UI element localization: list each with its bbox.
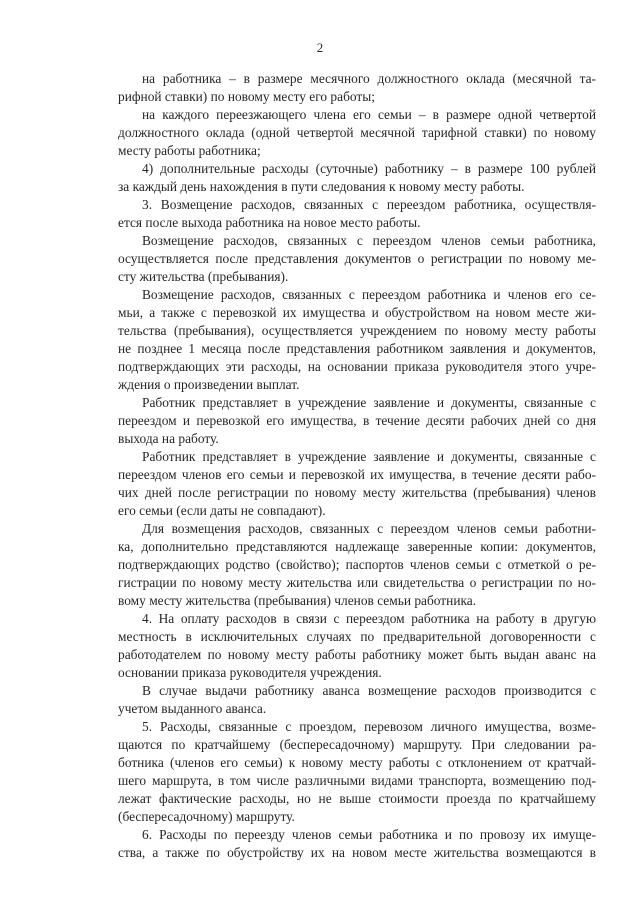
text-line: ждения о произведении выплат. xyxy=(118,377,300,392)
text-line: 4) дополнительные расходы (суточные) работнику – в размере 100 рублей xyxy=(142,161,596,176)
text-line: чих дней после регистрации по новому месту жительства (пребывания) членов xyxy=(118,485,596,500)
text-line: Для возмещения расходов, связанных с переездом членов семьи работни- xyxy=(142,521,596,536)
text-line: работодателем по новому месту работы работнику может быть выдан аванс на xyxy=(118,647,596,662)
text-line: Работник представляет в учреждение заявление и документы, связанные с xyxy=(142,449,596,464)
text-line: рифной ставки) по новому месту его работы; xyxy=(118,89,375,104)
text-line: подтверждающих родство (свойство); паспортов членов семьи с отметкой о ре- xyxy=(118,557,596,572)
text-line: учетом выданного аванса. xyxy=(118,701,267,716)
text-line: 5. Расходы, связанные с проездом, перевозом личного имущества, возме- xyxy=(142,719,596,734)
document-body xyxy=(118,70,596,862)
text-line: шего маршрута, в том числе различными видами транспорта, возмещению под- xyxy=(118,773,596,788)
text-line: должностного оклада (одной четвертой месячной тарифной ставки) по новому xyxy=(118,125,596,140)
text-line: выхода на работу. xyxy=(118,431,219,446)
text-line: не позднее 1 месяца после представления работником заявления и документов, xyxy=(118,341,596,356)
text-line: В случае выдачи работнику аванса возмещение расходов производится с xyxy=(142,683,596,698)
text-line: Возмещение расходов, связанных с переездом членов семьи работника, xyxy=(142,233,596,248)
text-line: ка, дополнительно представляются надлежаще заверенные копии: документов, xyxy=(118,539,596,554)
text-line: его семьи (если даты не совпадают). xyxy=(118,503,326,518)
text-line: 3. Возмещение расходов, связанных с переездом работника, осуществля- xyxy=(142,197,596,212)
text-line: местность в исключительных случаях по предварительной договоренности с xyxy=(118,629,596,644)
text-line: тельства (пребывания), осуществляется учреждением по новому месту работы xyxy=(118,323,596,338)
page-number: 2 xyxy=(316,40,324,55)
text-line: 4. На оплату расходов в связи с переездом работника на работу в другую xyxy=(142,611,596,626)
text-line: сту жительства (пребывания). xyxy=(118,269,289,284)
text-line: вому месту жительства (пребывания) членов семьи работника. xyxy=(118,593,477,608)
text-line: подтверждающих эти расходы, на основании приказа руководителя этого учре- xyxy=(118,359,596,374)
text-line: ется после выхода работника на новое место работы. xyxy=(118,215,421,230)
text-line: 6. Расходы по переезду членов семьи работника и по провозу их имуще- xyxy=(142,827,596,842)
text-line: (беспересадочному) маршруту. xyxy=(118,809,295,824)
text-line: щаются по кратчайшему (беспересадочному) маршруту. При следовании ра- xyxy=(118,737,596,752)
text-line: месту работы работника; xyxy=(118,143,261,158)
text-line: лежат фактические расходы, но не выше стоимости проезда по кратчайшему xyxy=(118,791,596,806)
text-line: ботника (членов его семьи) к новому месту работы с отклонением от кратчай- xyxy=(118,755,596,770)
text-line: переездом членов его семьи и перевозкой их имущества, в течение десяти рабо- xyxy=(118,467,596,482)
text-line: на работника – в размере месячного должностного оклада (месячной та- xyxy=(142,71,596,86)
text-line: переездом и перевозкой его имущества, в течение десяти рабочих дней со дня xyxy=(118,413,596,428)
text-line: за каждый день нахождения в пути следования к новому месту работы. xyxy=(118,179,525,194)
text-line: осуществляется после представления документов о регистрации по новому ме- xyxy=(118,251,596,266)
text-line: ства, а также по обустройству их на новом месте жительства возмещаются в xyxy=(118,845,596,860)
text-line: основании приказа руководителя учреждения. xyxy=(118,665,382,680)
text-line: на каждого переезжающего члена его семьи – в размере одной четвертой xyxy=(142,107,596,122)
text-line: Работник представляет в учреждение заявление и документы, связанные с xyxy=(142,395,596,410)
text-line: гистрации по новому месту жительства или свидетельства о регистрации по но- xyxy=(118,575,596,590)
text-line: мьи, а также с перевозкой их имущества и обустройством на новом месте жи- xyxy=(118,305,596,320)
text-line: Возмещение расходов, связанных с переездом работника и членов его се- xyxy=(142,287,596,302)
